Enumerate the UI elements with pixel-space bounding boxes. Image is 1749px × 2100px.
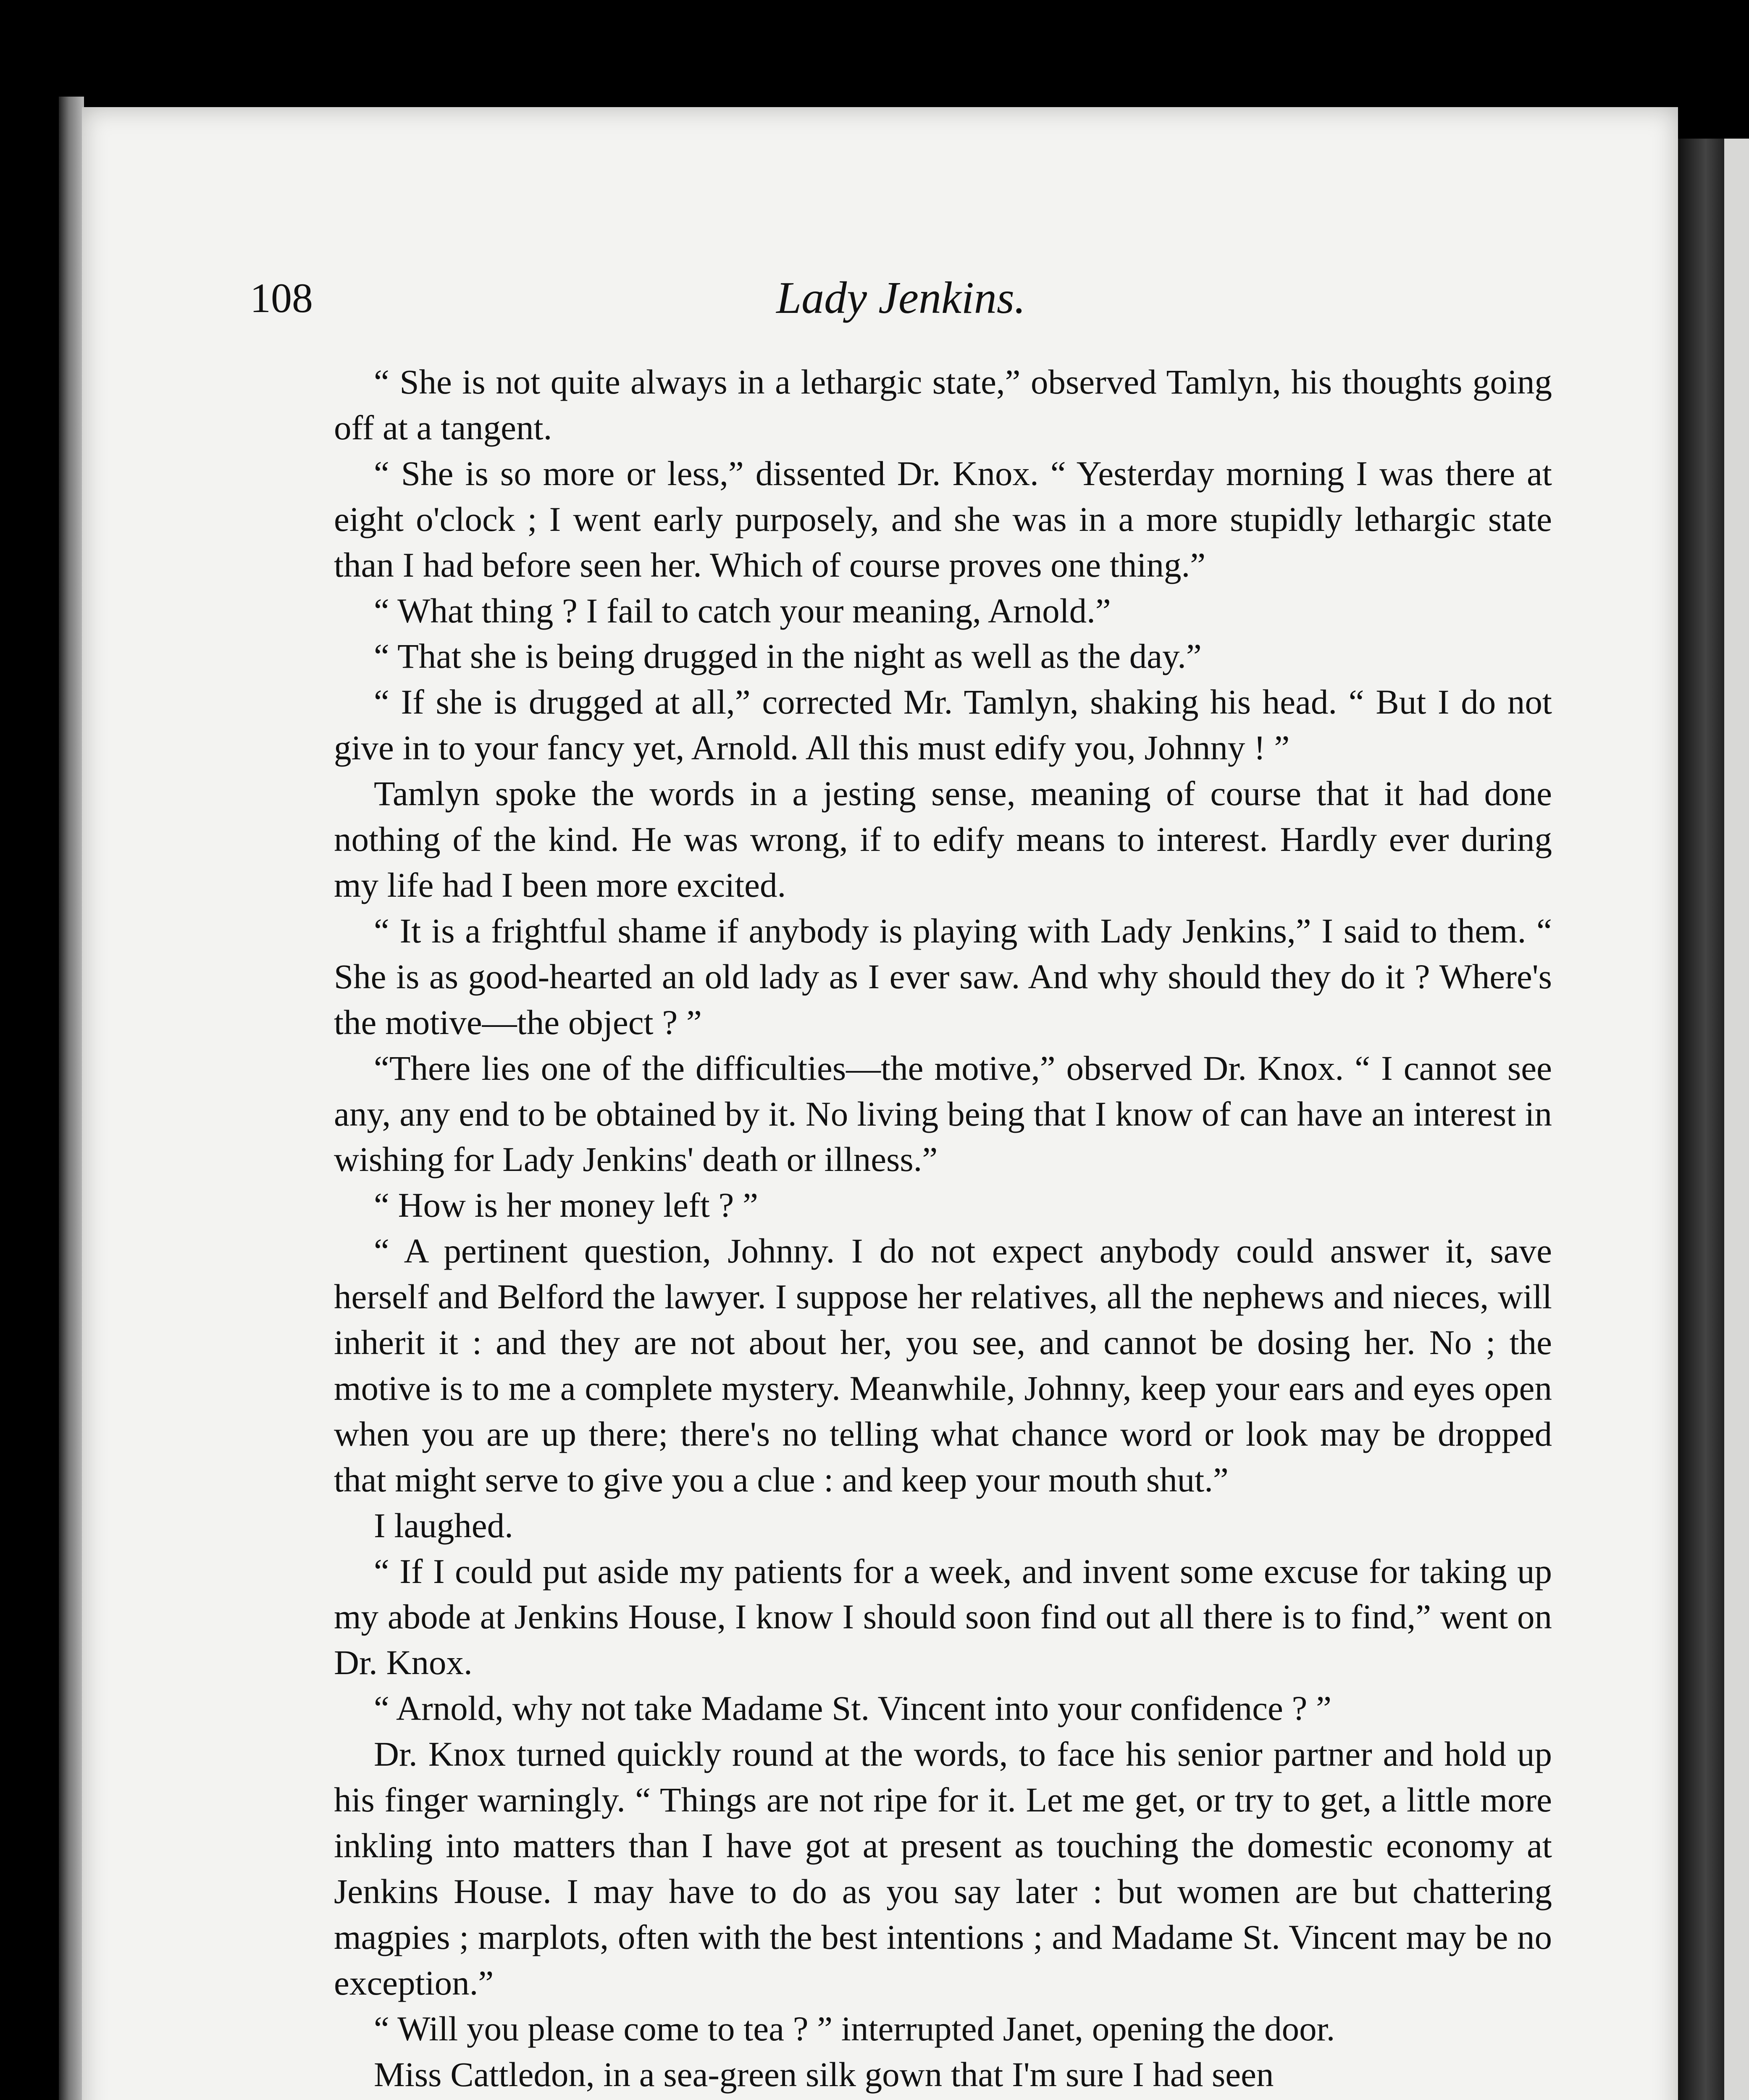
paragraph: “There lies one of the difficulties—the motive,” observed Dr. Knox. “ I cannot see any, any end to be obtained by it. No living being that I know of can have an interest in wishing for Lady Jenkins' death or illness.” [334,1048,1552,1179]
running-title: Lady Jenkins. [776,273,1026,323]
paragraph: “ What thing ? I fail to catch your meaning, Arnold.” [374,591,1111,630]
paragraph: “ She is so more or less,” dissented Dr. Knox. “ Yesterday morning I was there at eight o'clock ; I went early purposely, and she was in a more stupidly lethargic state than I had before seen her. Which of course proves one thing.” [334,454,1552,584]
paragraph: “ She is not quite always in a lethargic state,” observed Tamlyn, his thoughts going off at a tangent. [334,362,1552,447]
book-spine-edge [59,97,84,2100]
page-gutter-shadow [1678,139,1724,2100]
paragraph: “ That she is being drugged in the night as well as the day.” [374,637,1202,676]
paragraph: “ If I could put aside my patients for a week, and invent some excuse for taking up my abode at Jenkins House, I know I should soon find out all there is to find,” went on Dr. Knox. [334,1551,1552,1682]
page-number: 108 [250,275,313,321]
paragraph: “ Arnold, why not take Madame St. Vincent into your confidence ? ” [374,1689,1331,1728]
paragraph: “ If she is drugged at all,” corrected Mr. Tamlyn, shaking his head. “ But I do not give in to your fancy yet, Arnold. All this must edify you, Johnny ! ” [334,682,1552,767]
body-text [334,359,1552,2097]
paragraph: “ Will you please come to tea ? ” interrupted Janet, opening the door. [374,2009,1335,2048]
paragraph: Tamlyn spoke the words in a jesting sense, meaning of course that it had done nothing of the kind. He was wrong, if to edify means to interest. Hardly ever during my life had I been more excited. [334,774,1552,904]
paragraph: Dr. Knox turned quickly round at the words, to face his senior partner and hold up his finger warningly. “ Things are not ripe for it. Let me get, or try to get, a little more inkling into matters than I have got at present as touching the domestic economy at Jenkins House. I may have to do as you say later : but women are but chattering magpies ; marplots, often with the best intentions ; and Madame St. Vincent may be no exception.” [334,1735,1552,2002]
paragraph: “ A pertinent question, Johnny. I do not expect anybody could answer it, save herself and Belford the lawyer. I suppose her relatives, all the nephews and nieces, will inherit it : and they are not about her, you see, and cannot be dosing her. No ; the motive is to me a complete mystery. Meanwhile, Johnny, keep your ears and eyes open when you are up there; there's no telling what chance word or look may be dropped that might serve to give you a clue : and keep your mouth shut.” [334,1231,1552,1499]
paragraph: Miss Cattledon, in a sea-green silk gown that I'm sure I had seen [374,2055,1274,2094]
paragraph: “ It is a frightful shame if anybody is playing with Lady Jenkins,” I said to them. “ She is as good-hearted an old lady as I ever saw. And why should they do it ? Where's the motive—the object ? ” [334,911,1552,1042]
page-header [250,269,1552,328]
paragraph: I laughed. [374,1506,513,1545]
paragraph: “ How is her money left ? ” [374,1186,758,1225]
